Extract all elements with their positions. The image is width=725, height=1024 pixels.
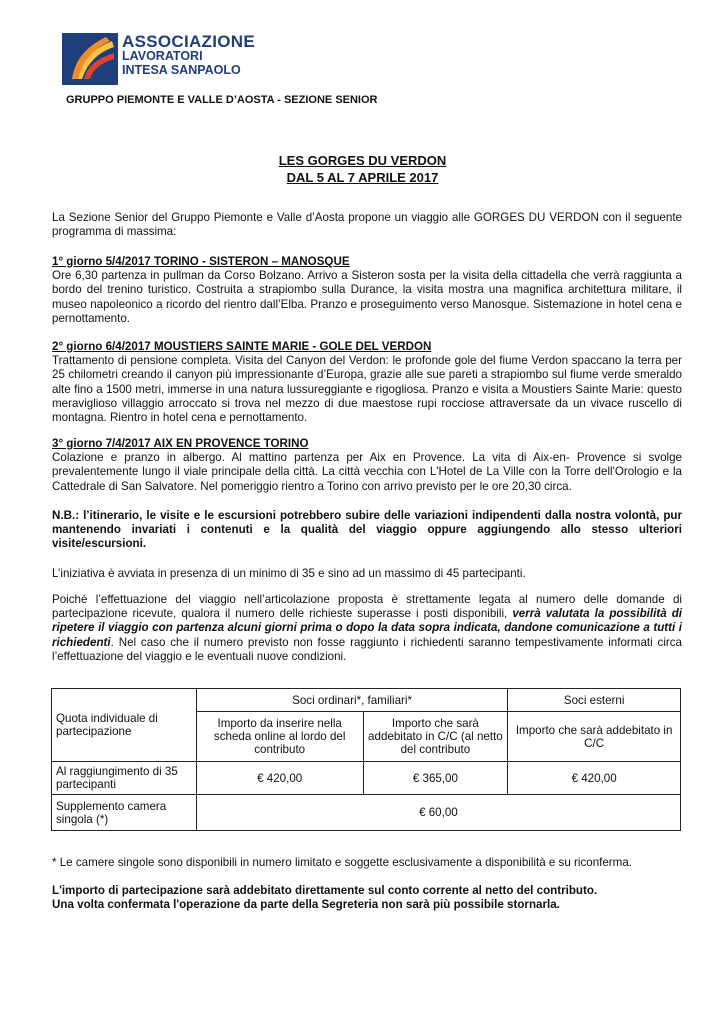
day-1	[52, 255, 682, 326]
group-header-ordinari: Soci ordinari*, familiari*	[196, 689, 507, 712]
row2-label: Supplemento camera singola (*)	[52, 795, 197, 831]
intro-paragraph: La Sezione Senior del Gruppo Piemonte e Valle d’Aosta propone un viaggio alle GORGES DU VERDON con il seguente programma di massima:	[52, 211, 682, 239]
document-title: LES GORGES DU VERDON	[278, 153, 447, 168]
row-label-header: Quota individuale di partecipazione	[52, 689, 197, 762]
day-1-heading: 1° giorno 5/4/2017 TORINO - SISTERON – MANOSQUE	[52, 255, 350, 268]
group-header-esterni: Soci esterni	[508, 689, 681, 712]
nb-note: N.B.: l’itinerario, le visite e le escursioni potrebbero subire delle variazioni indipendenti dalla nostra volontà, pur mantenendo invariati i contenuti e la qualità del viaggio oppure aggiungendo allo stesso ulteriori visite/escursioni.	[52, 509, 682, 551]
association-logo	[62, 33, 262, 85]
table-row	[52, 795, 681, 831]
row2-value: € 60,00	[196, 795, 680, 831]
day-3	[52, 437, 682, 494]
document-dates: DAL 5 AL 7 APRILE 2017	[286, 170, 439, 185]
day-3-heading: 3° giorno 7/4/2017 AIX EN PROVENCE TORINO	[52, 437, 309, 450]
closing-line-2: Una volta confermata l'operazione da parte della Segreteria non sarà più possibile stornarla.	[52, 898, 560, 912]
logo-line2: LAVORATORI	[122, 49, 203, 63]
conditions-emphasis: verrà valutata la possibilità di ripetere il viaggio con partenza alcuni giorni prima o dopo la data sopra indicata, dandone comunicazione a tutti i richiedenti	[52, 607, 683, 649]
row1-label: Al raggiungimento di 35 partecipanti	[52, 762, 197, 795]
footnote: * Le camere singole sono disponibili in numero limitato e soggette esclusivamente a disponibilità e su riconferma.	[52, 856, 632, 869]
logo-line3: INTESA SANPAOLO	[122, 63, 241, 77]
conditions-part2: . Nel caso che il numero previsto non fosse raggiunto i richiedenti saranno tempestivamente informati circa l’effettuazione del viaggio e le eventuali nuove condizioni.	[52, 635, 682, 663]
logo-emblem-icon	[62, 33, 118, 85]
day-1-text: Ore 6,30 partenza in pullman da Corso Bolzano. Arrivo a Sisteron sosta per la visita della cittadella che verrà raggiunta a bordo del trenino turistico. Costruita a strapiombo sulla Durance, la visita mostra una magnifica architettura militare, il museo napoleonico a ricordo del rientro dall’Elba. Pranzo e proseguimento verso Manosque. Sistemazione in hotel cena e pernottamento.	[52, 269, 682, 325]
day-2-text: Trattamento di pensione completa. Visita del Canyon del Verdon: le profonde gole del fiume Verdon spaccano la terra per 25 chilometri creando il canyon più impressionante d’Europa, grazie alle sue pareti a strapiombo sul fiume verde smeraldo alte fino a 1500 metri, immerse in una natura lussureggiante e rigogliosa. Pranzo e visita a Moustiers Sainte Marie: questo meraviglioso villaggio arroccato si trova nel mezzo di due maestose rupi rocciose attraversate da un vivace ruscello di montagna. Rientro in hotel cena e pernottamento.	[52, 354, 682, 425]
day-2-heading: 2° giorno 6/4/2017 MOUSTIERS SAINTE MARIE - GOLE DEL VERDON	[52, 340, 432, 353]
row1-value-cc: € 365,00	[363, 762, 508, 795]
row1-value-esterni: € 420,00	[508, 762, 681, 795]
row1-value-online: € 420,00	[196, 762, 363, 795]
conditions-paragraph	[52, 593, 682, 664]
table-row	[52, 762, 681, 795]
conditions-part1: Poiché l’effettuazione del viaggio nell’articolazione proposta è strettamente legata al numero delle domande di partecipazione ricevute, qualora il numero delle richieste superasse i posti disponibili,	[52, 593, 682, 621]
col-header-cc-net: Importo che sarà addebitato in C/C (al netto del contributo	[363, 712, 508, 762]
table-header-row-1	[52, 689, 681, 712]
logo-line1: ASSOCIAZIONE	[122, 32, 256, 51]
logo-wordmark	[122, 32, 256, 77]
day-3-text: Colazione e pranzo in albergo. Al mattino partenza per Aix en Provence. La vita di Aix-en- Provence si svolge prevalentemente lungo il viale principale della città. La città vecchia con L'Hotel de La Ville con la Torre dell'Orologio e la Cattedrale di San Salvatore. Nel pomeriggio rientro a Torino con arrivo previsto per le ore 20,30 circa.	[52, 451, 682, 493]
day-2	[52, 340, 682, 425]
price-table	[51, 688, 681, 831]
closing-line-1: L'importo di partecipazione sarà addebitato direttamente sul conto corrente al netto del contributo.	[52, 884, 598, 897]
group-title: GRUPPO PIEMONTE E VALLE D’AOSTA - SEZIONE SENIOR	[66, 94, 378, 106]
col-header-online: Importo da inserire nella scheda online al lordo del contributo	[196, 712, 363, 762]
col-header-cc-esterni: Importo che sarà addebitato in C/C	[508, 712, 681, 762]
closing-note	[52, 884, 682, 912]
participants-note: L’iniziativa è avviata in presenza di un minimo di 35 e sino ad un massimo di 45 partecipanti.	[52, 567, 526, 580]
